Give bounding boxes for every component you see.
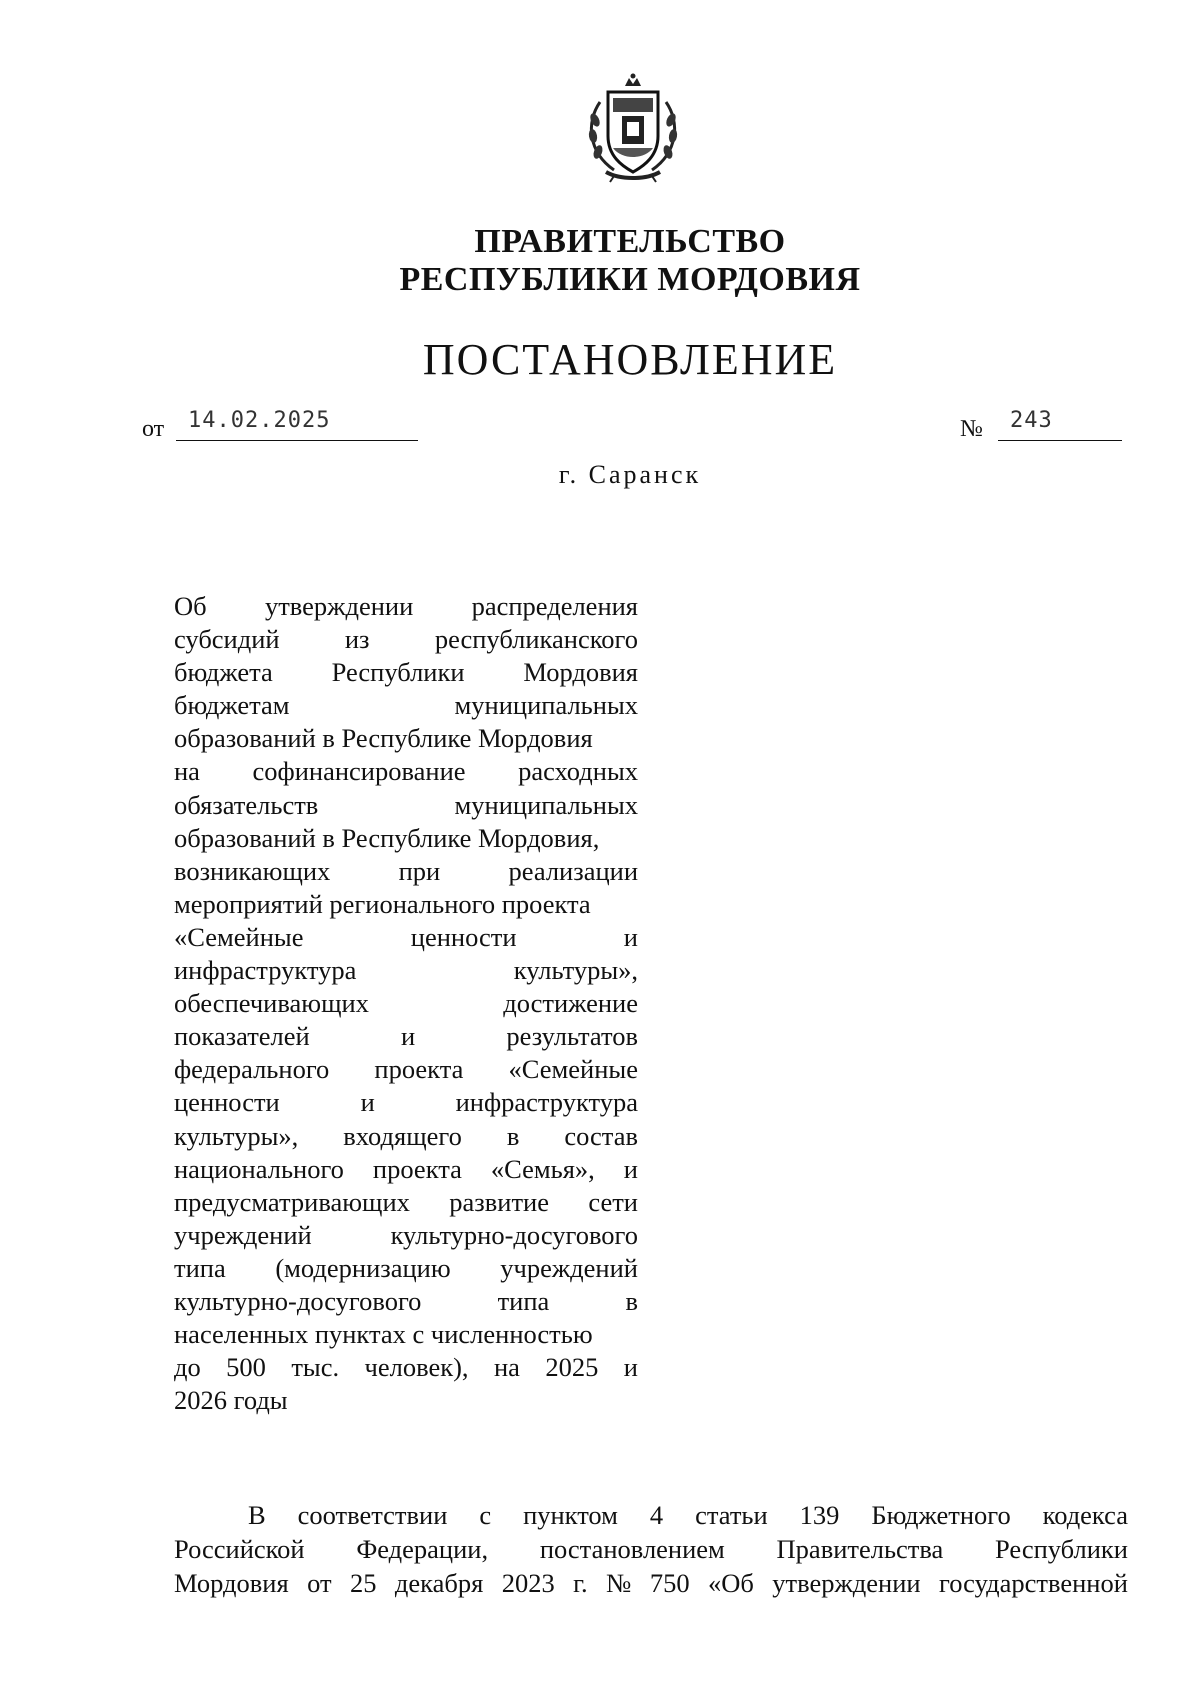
title-line (174, 1219, 638, 1252)
title-line (174, 1186, 638, 1219)
title-line (174, 590, 638, 623)
title-word: образований в Республике Мордовия, (174, 822, 600, 853)
title-line (174, 722, 638, 755)
title-word: и (400, 1021, 416, 1052)
title-line (174, 1285, 638, 1318)
title-word: и (623, 1352, 638, 1383)
body-word: Мордовия (174, 1568, 289, 1598)
title-word: человек), (364, 1352, 469, 1383)
document-number: 243 (1010, 408, 1053, 433)
title-word: предусматривающих (174, 1186, 410, 1217)
government-name-line2: РЕСПУБЛИКИ МОРДОВИЯ (399, 261, 861, 298)
government-name-line1: ПРАВИТЕЛЬСТВО (474, 223, 786, 260)
title-line (174, 1252, 638, 1285)
title-word: типа (497, 1285, 550, 1316)
title-word: ценности (410, 921, 517, 952)
title-word: инфраструктура (174, 955, 357, 986)
title-word: проекта (372, 1153, 462, 1184)
title-word: бюджета (174, 657, 273, 688)
title-word: муниципальных (454, 789, 638, 820)
body-word: В (248, 1500, 266, 1530)
title-line (174, 888, 638, 921)
title-word: национального (174, 1153, 344, 1184)
body-word: Российской (174, 1534, 305, 1564)
title-line (174, 1120, 638, 1153)
title-word: мероприятий регионального проекта (174, 888, 591, 919)
body-word: Бюджетного (871, 1500, 1011, 1530)
document-type-heading: ПОСТАНОВЛЕНИЕ (422, 335, 838, 384)
title-word: «Семейные (508, 1054, 638, 1085)
title-word: Республики (331, 657, 465, 688)
title-word: федерального (174, 1054, 330, 1085)
title-line (174, 789, 638, 822)
title-word: субсидий (174, 624, 280, 655)
title-line (174, 1384, 638, 1417)
body-word: 2023 (501, 1568, 555, 1598)
body-line (174, 1532, 1128, 1566)
title-word: Об (174, 591, 207, 621)
body-word: от (307, 1568, 332, 1598)
coat-of-arms-emblem (580, 72, 686, 184)
body-word: «Об (708, 1568, 754, 1598)
document-body (174, 1498, 1128, 1600)
title-line (174, 921, 638, 954)
body-word: соответствии (297, 1500, 448, 1530)
title-word: 500 (226, 1352, 266, 1383)
title-word: возникающих (174, 855, 331, 886)
title-word: и (623, 921, 638, 952)
title-word: культуры», (513, 955, 638, 986)
title-word: сети (588, 1186, 638, 1217)
title-word: развитие (449, 1186, 549, 1217)
number-prefix: № (960, 416, 983, 442)
title-word: расходных (518, 756, 638, 787)
title-word: ценности (174, 1087, 280, 1118)
title-word: достижение (503, 988, 638, 1019)
title-word: учреждений (500, 1252, 638, 1283)
document-title-block (174, 590, 638, 1417)
title-word: состав (564, 1120, 638, 1151)
title-word: проекта (374, 1054, 464, 1085)
title-word: в (625, 1285, 638, 1316)
body-word: государственной (939, 1568, 1128, 1598)
body-word: Федерации, (356, 1534, 489, 1564)
title-word: показателей (174, 1021, 310, 1052)
title-word: инфраструктура (455, 1087, 638, 1118)
title-line (174, 1020, 638, 1053)
title-line (174, 855, 638, 888)
body-line (174, 1498, 1128, 1532)
body-word: с (479, 1500, 492, 1530)
title-word: тыс. (291, 1352, 340, 1383)
body-word: декабря (394, 1568, 484, 1598)
title-word: и (623, 1153, 638, 1184)
title-word: на (493, 1352, 520, 1383)
title-line (174, 755, 638, 788)
title-word: обеспечивающих (174, 988, 369, 1019)
title-word: при (398, 855, 441, 886)
body-word: 139 (799, 1500, 840, 1530)
title-line (174, 623, 638, 656)
title-word: культуры», (174, 1120, 299, 1151)
title-line (174, 1053, 638, 1086)
title-word: реализации (508, 855, 638, 886)
body-word: статьи (695, 1500, 768, 1530)
body-line (174, 1566, 1128, 1600)
title-word: входящего (343, 1120, 462, 1151)
title-word: республиканского (434, 624, 638, 655)
body-word: Республики (995, 1534, 1128, 1564)
title-line (174, 987, 638, 1020)
title-word: в (506, 1120, 520, 1151)
title-line (174, 954, 638, 987)
title-word: Мордовия (523, 657, 638, 688)
title-line (174, 689, 638, 722)
body-word: г. (573, 1568, 588, 1598)
title-word: результатов (506, 1021, 638, 1052)
title-word: софинансирование (252, 756, 466, 787)
title-line (174, 1086, 638, 1119)
date-number-row (142, 408, 1132, 444)
title-word: распределения (471, 591, 638, 621)
title-word: обязательств (174, 789, 319, 820)
title-word: утверждении (264, 591, 414, 621)
title-word: 2026 годы (174, 1385, 288, 1416)
document-date: 14.02.2025 (188, 408, 331, 433)
title-word: «Семейные (174, 921, 304, 952)
body-word: 4 (649, 1500, 664, 1530)
title-line (174, 1351, 638, 1384)
city-name: г. Саранск (558, 460, 702, 489)
title-word: и (360, 1087, 375, 1118)
body-word: Правительства (776, 1534, 944, 1564)
title-word: (модернизацию (275, 1252, 451, 1283)
body-word: пунктом (523, 1500, 618, 1530)
body-word: № (606, 1568, 632, 1598)
title-word: 2025 (545, 1352, 599, 1383)
title-word: учреждений (174, 1219, 312, 1250)
title-word: образований в Республике Мордовия (174, 723, 593, 754)
body-word: 750 (649, 1568, 690, 1598)
title-line (174, 1153, 638, 1186)
title-word: из (344, 624, 370, 655)
title-word: культурно-досугового (390, 1219, 638, 1250)
body-word: 25 (350, 1568, 377, 1598)
body-word: постановлением (539, 1534, 725, 1564)
title-line (174, 656, 638, 689)
title-line (174, 1318, 638, 1351)
date-prefix: от (142, 416, 165, 442)
title-line (174, 822, 638, 855)
title-word: типа (174, 1252, 226, 1283)
title-word: до (174, 1352, 201, 1383)
title-word: муниципальных (454, 690, 638, 721)
title-word: на (174, 756, 200, 787)
title-word: культурно-досугового (174, 1285, 422, 1316)
title-word: населенных пунктах с численностью (174, 1319, 593, 1350)
title-word: бюджетам (174, 690, 290, 721)
body-word: кодекса (1042, 1500, 1128, 1530)
title-word: «Семья», (490, 1153, 595, 1184)
body-word: утверждении (772, 1568, 921, 1598)
